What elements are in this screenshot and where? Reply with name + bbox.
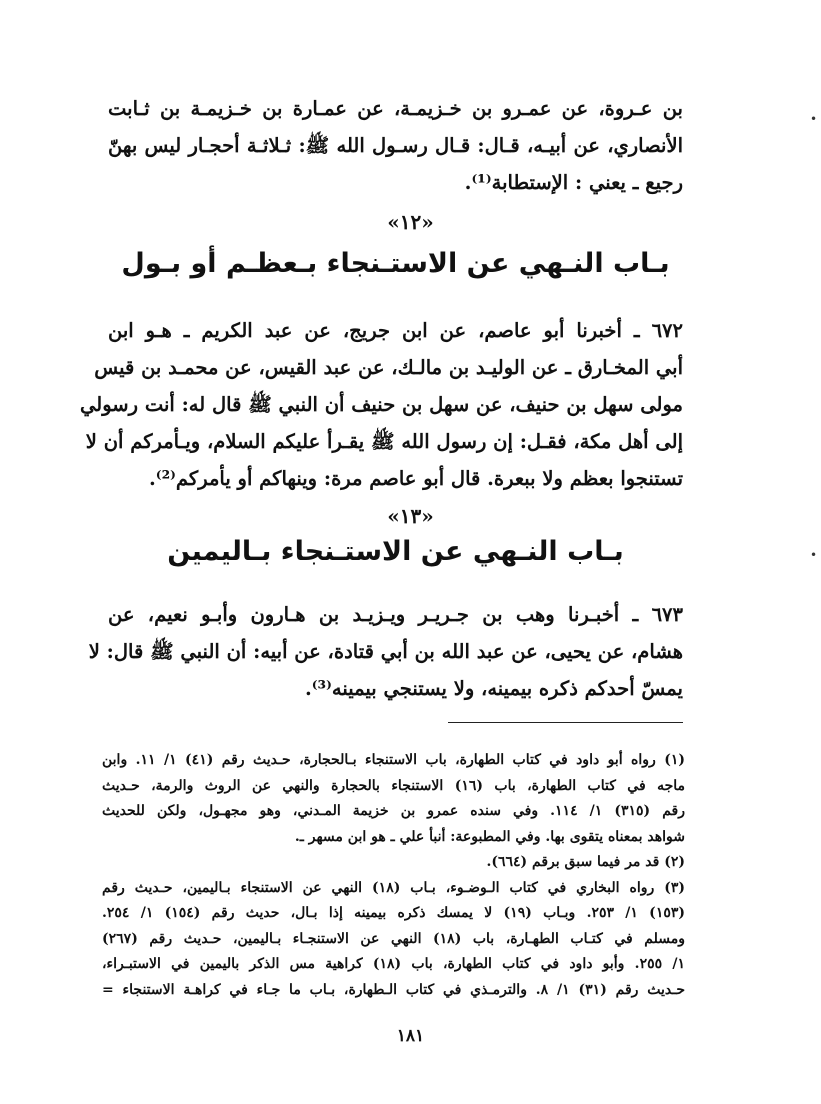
footnote-line: رقم (٣١٥) ١/ ١١٤. وفي سنده عمرو بن خزيمة المـدني، وهو مجهـول، ولكن للحديث xyxy=(102,803,685,819)
footnote-separator xyxy=(448,722,683,723)
text-line: يمسّ أحدكم ذكره بيمينه، ولا يستنجي بيمينه⁽³⁾. xyxy=(304,677,683,700)
footnote-line: ومسلم في كتـاب الطهـارة، باب (١٨) النهي عن الاستنجـاء بـاليمين، حـديث رقم (٢٦٧) xyxy=(102,930,685,947)
footnote-line: (١) رواه أبو داود في كتاب الطهارة، باب الاستنجاء بـالحجارة، حـديث رقم (٤١) ١/ ١١. وابن xyxy=(102,752,685,768)
text-line: أبي المخـارق ـ عن الوليـد بن مالـك، عن عبد القيس، عن محمـد بن قيس xyxy=(94,356,683,379)
chapter-number: «١٣» xyxy=(387,504,434,528)
footnote-line: ١/ ٢٥٥. وأبو داود في كتاب الطهارة، باب (١٨) كراهية مس الذكر باليمين في الاستبـراء، xyxy=(102,956,685,972)
paragraph-hadith-672 xyxy=(80,312,683,497)
text-line: مولى سهل بن حنيف، عن سهل بن حنيف أن النبي ﷺ قال له: أنت رسولي xyxy=(80,393,683,416)
text-line: ٦٧٢ ـ أخبرنا أبو عاصم، عن ابن جريج، عن عبد الكريم ـ هـو ابن xyxy=(108,319,683,342)
paragraph-hadith-673 xyxy=(88,596,683,707)
text-line: الأنصاري، عن أبيـه، قـال: قـال رسـول الله ﷺ: ثـلاثـة أحجـار ليس بهنّ xyxy=(108,134,683,157)
footnote-line: حـديث رقم (٣١) ١/ ٨. والترمـذي في كتاب الـطهارة، بـاب ما جـاء في كراهـة الاستنجاء = xyxy=(102,981,686,998)
footnotes xyxy=(102,748,685,1003)
text-line: ٦٧٣ ـ أخبـرنا وهب بن جـريـر ويـزيـد بن هـارون وأبـو نعيم، عن xyxy=(108,603,683,626)
chapter-number: «١٢» xyxy=(387,210,434,234)
footnote-line: (٣) رواه البخاري في كتاب الـوضـوء، بـاب (١٨) النهي عن الاستنجاء بـاليمين، حـديث رقم xyxy=(102,879,686,896)
footnote-line: شواهد بمعناه يتقوى بها. وفي المطبوعة: أنبأ علي ـ هو ابن مسهر ـ. xyxy=(294,828,685,845)
paragraph-continued-hadith xyxy=(108,90,683,201)
text-line: هشام، عن يحيى، عن عبد الله بن أبي قتادة، عن أبيه: أن النبي ﷺ قال: لا xyxy=(88,640,683,663)
page-number: ١٨١ xyxy=(396,1026,425,1046)
chapter-title: بـاب النـهي عن الاستـنجاء بـاليمين xyxy=(167,536,624,567)
footnote-line: ماجه في كتاب الطهارة، باب (١٦) الاستنجاء بالحجارة والنهي عن الروث والرمة، حـديث xyxy=(102,777,685,794)
footnote-line: (١٥٣) ١/ ٢٥٣. وبـاب (١٩) لا يمسك ذكره بيمينه إذا بـال، حديث رقم (١٥٤) ١/ ٢٥٤. xyxy=(102,905,685,921)
text-line: إلى أهل مكة، فقـل: إن رسول الله ﷺ يقـرأ عليكم السلام، ويـأمركم أن لا xyxy=(85,430,683,453)
text-line: تستنجوا بعظم ولا ببعرة. قال أبو عاصم مرة: وينهاكم أو يأمركم⁽²⁾. xyxy=(148,467,683,490)
chapter-title: بـاب النـهي عن الاستـنجاء بـعظـم أو بـول xyxy=(121,248,670,279)
scan-mark: • xyxy=(810,548,818,562)
text-line: بن عـروة، عن عمـرو بن خـزيمـة، عن عمـارة بن خـزيمـة بن ثـابت xyxy=(108,97,683,120)
text-line: رجيع ـ يعني : الإستطابة⁽¹⁾. xyxy=(464,171,683,194)
scan-mark: • xyxy=(810,112,818,126)
footnote-line: (٢) قد مر فيما سبق برقم (٦٦٤). xyxy=(486,854,685,870)
